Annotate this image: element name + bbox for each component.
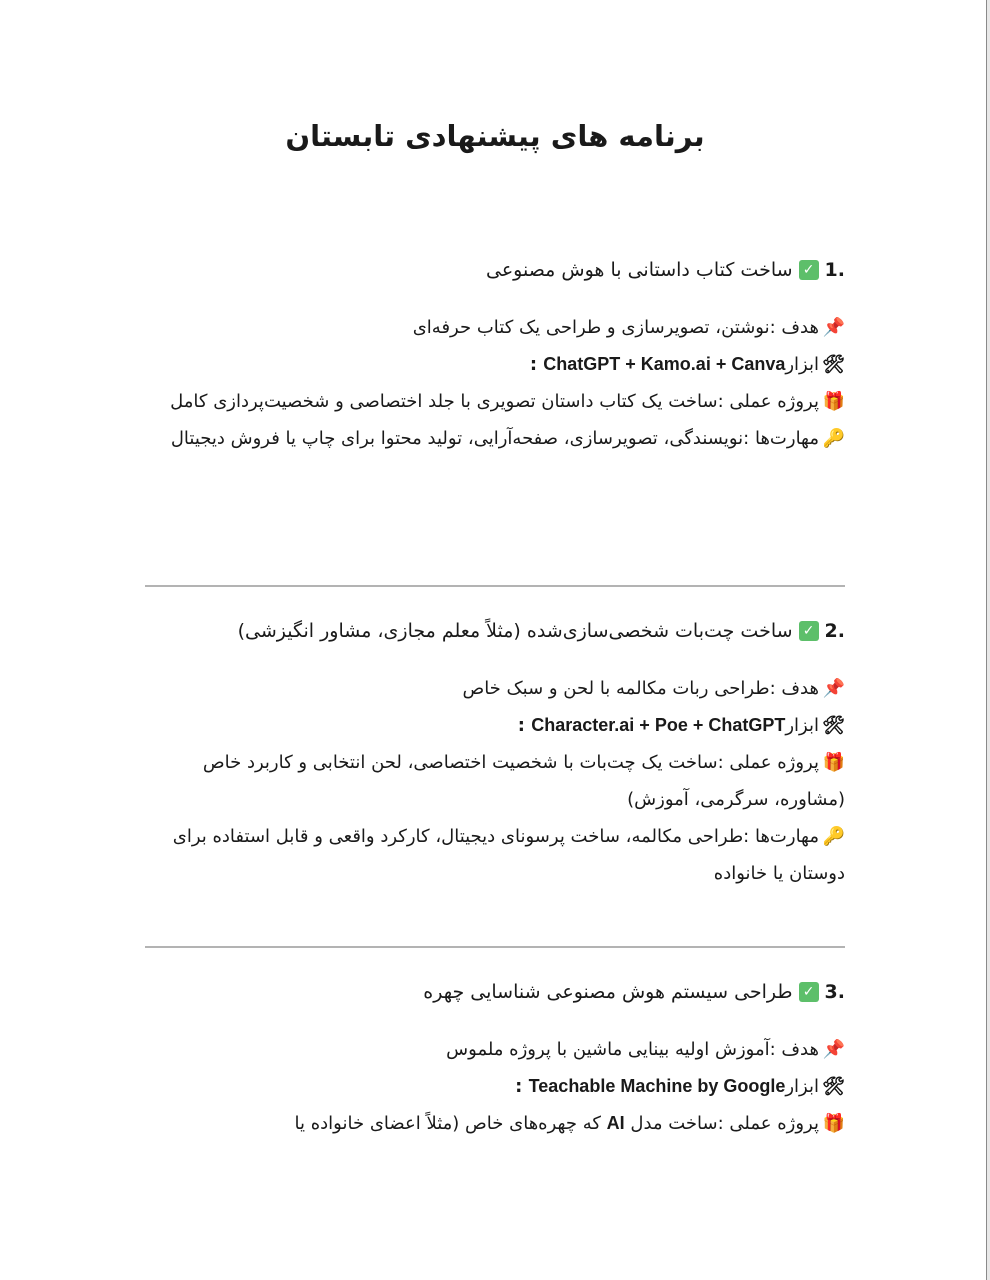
tools-label: ابزار: [785, 354, 819, 375]
tools-label: ابزار: [785, 715, 819, 736]
section-number: 1.: [824, 259, 845, 281]
pin-icon: 📌: [822, 317, 845, 338]
goal-row: [145, 670, 845, 707]
section-3: [145, 977, 845, 1142]
pin-icon: 📌: [822, 678, 845, 699]
divider: [145, 946, 845, 948]
pin-icon: 📌: [822, 1039, 845, 1060]
tools-colon: :: [515, 1076, 529, 1097]
section-number: 2.: [824, 620, 845, 642]
project-row: [145, 383, 845, 420]
section-heading: [145, 616, 845, 646]
goal-text: طراحی ربات مکالمه با لحن و سبک خاص: [462, 678, 770, 699]
goal-text: نوشتن، تصویرسازی و طراحی یک کتاب حرفه‌ای: [412, 317, 770, 338]
tools-icon: 🛠: [822, 715, 845, 736]
check-icon: ✓: [799, 982, 819, 1002]
goal-row: [145, 309, 845, 346]
section-title: ساخت کتاب داستانی با هوش مصنوعی: [485, 259, 793, 281]
goal-label: هدف :: [769, 678, 819, 699]
skills-text: نویسندگی، تصویرسازی، صفحه‌آرایی، تولید محتوا برای چاپ یا فروش دیجیتال: [170, 428, 744, 449]
skills-text: طراحی مکالمه، ساخت پرسونای دیجیتال، کارکرد واقعی و قابل استفاده برای دوستان یا خانواده: [172, 826, 845, 884]
project-text-after: که چهره‌های خاص (مثلاً اعضای خانواده یا: [294, 1113, 607, 1134]
section-number: 3.: [824, 981, 845, 1003]
tools-text: Teachable Machine by Google: [528, 1076, 786, 1096]
section-title: طراحی سیستم هوش مصنوعی شناسایی چهره: [423, 981, 793, 1003]
tools-row: [145, 707, 845, 744]
skills-row: [145, 420, 845, 457]
tools-row: [145, 346, 845, 383]
divider: [145, 585, 845, 587]
check-icon: ✓: [799, 621, 819, 641]
gift-icon: 🎁: [822, 391, 845, 412]
project-text: ساخت یک کتاب داستان تصویری با جلد اختصاصی و شخصیت‌پردازی کامل: [170, 391, 718, 412]
section-title: ساخت چت‌بات شخصی‌سازی‌شده (مثلاً معلم مجازی، مشاور انگیزشی): [237, 620, 793, 642]
section-heading: [145, 977, 845, 1007]
project-row: [145, 1105, 845, 1142]
project-text-bold: AI: [606, 1113, 625, 1133]
tools-colon: :: [517, 715, 532, 736]
key-icon: 🔑: [822, 428, 845, 449]
skills-row: [145, 818, 845, 892]
gift-icon: 🎁: [822, 752, 845, 773]
tools-text: Character.ai + Poe + ChatGPT: [531, 715, 786, 735]
tools-label: ابزار: [785, 1076, 819, 1097]
page-title: برنامه های پیشنهادی تابستان: [285, 119, 705, 153]
page-edge: [986, 0, 990, 1280]
section-2: [145, 616, 845, 892]
project-label: پروژه عملی :: [717, 391, 819, 412]
project-text-before: ساخت مدل: [624, 1113, 718, 1134]
tools-icon: 🛠: [822, 354, 845, 375]
goal-label: هدف :: [769, 317, 819, 338]
tools-row: [145, 1068, 845, 1105]
section-1: [145, 255, 845, 457]
tools-text: ChatGPT + Kamo.ai + Canva: [543, 354, 786, 374]
goal-row: [145, 1031, 845, 1068]
key-icon: 🔑: [822, 826, 845, 847]
project-row: [145, 744, 845, 818]
goal-text: آموزش اولیه بینایی ماشین با پروژه ملموس: [446, 1039, 770, 1060]
gift-icon: 🎁: [822, 1113, 845, 1134]
project-label: پروژه عملی :: [717, 1113, 819, 1134]
skills-label: مهارت‌ها :: [743, 428, 819, 449]
goal-label: هدف :: [769, 1039, 819, 1060]
project-label: پروژه عملی :: [717, 752, 819, 773]
tools-icon: 🛠: [822, 1076, 845, 1097]
tools-colon: :: [529, 354, 544, 375]
project-text: ساخت یک چت‌بات با شخصیت اختصاصی، لحن انتخابی و کاربرد خاص (مشاوره، سرگرمی، آموزش): [202, 752, 845, 810]
check-icon: ✓: [799, 260, 819, 280]
section-heading: [145, 255, 845, 285]
skills-label: مهارت‌ها :: [743, 826, 819, 847]
